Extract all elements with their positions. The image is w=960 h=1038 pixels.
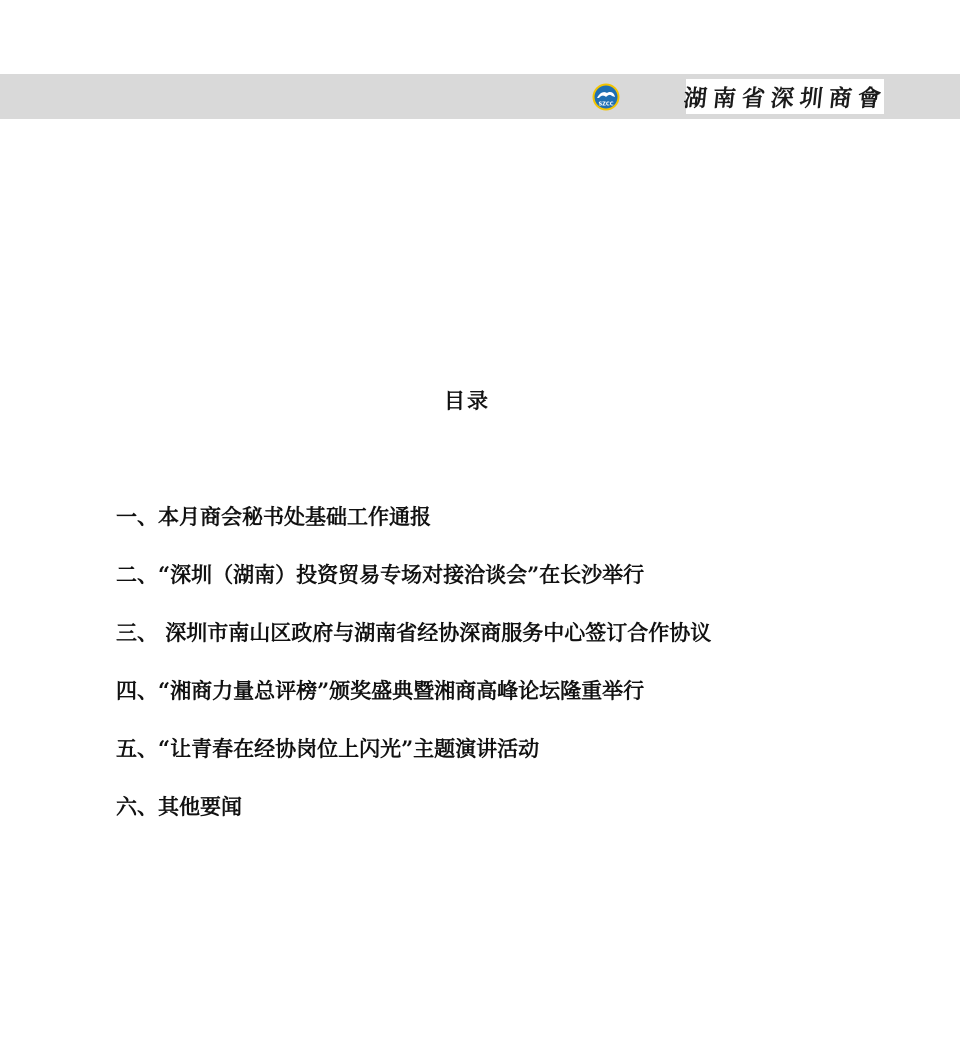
org-name: 湖南省深圳商會: [681, 85, 888, 112]
toc-item-2: 二、“深圳（湖南）投资贸易专场对接洽谈会”在长沙举行: [116, 562, 645, 587]
toc-item-3: 三、 深圳市南山区政府与湖南省经协深商服务中心签订合作协议: [116, 620, 712, 645]
org-name-box: [681, 79, 888, 114]
toc-item-5: 五、“让青春在经协岗位上闪光”主题演讲活动: [116, 736, 540, 761]
szcc-logo-icon: [592, 83, 620, 111]
toc-item-1: 一、本月商会秘书处基础工作通报: [116, 504, 431, 529]
toc-item-6: 六、其他要闻: [116, 794, 242, 819]
logo-text: SZCC: [598, 101, 614, 108]
toc-title: 目录: [444, 388, 490, 413]
toc-item-4: 四、“湘商力量总评榜”颁奖盛典暨湘商高峰论坛隆重举行: [116, 678, 645, 703]
toc-list: [116, 500, 711, 848]
